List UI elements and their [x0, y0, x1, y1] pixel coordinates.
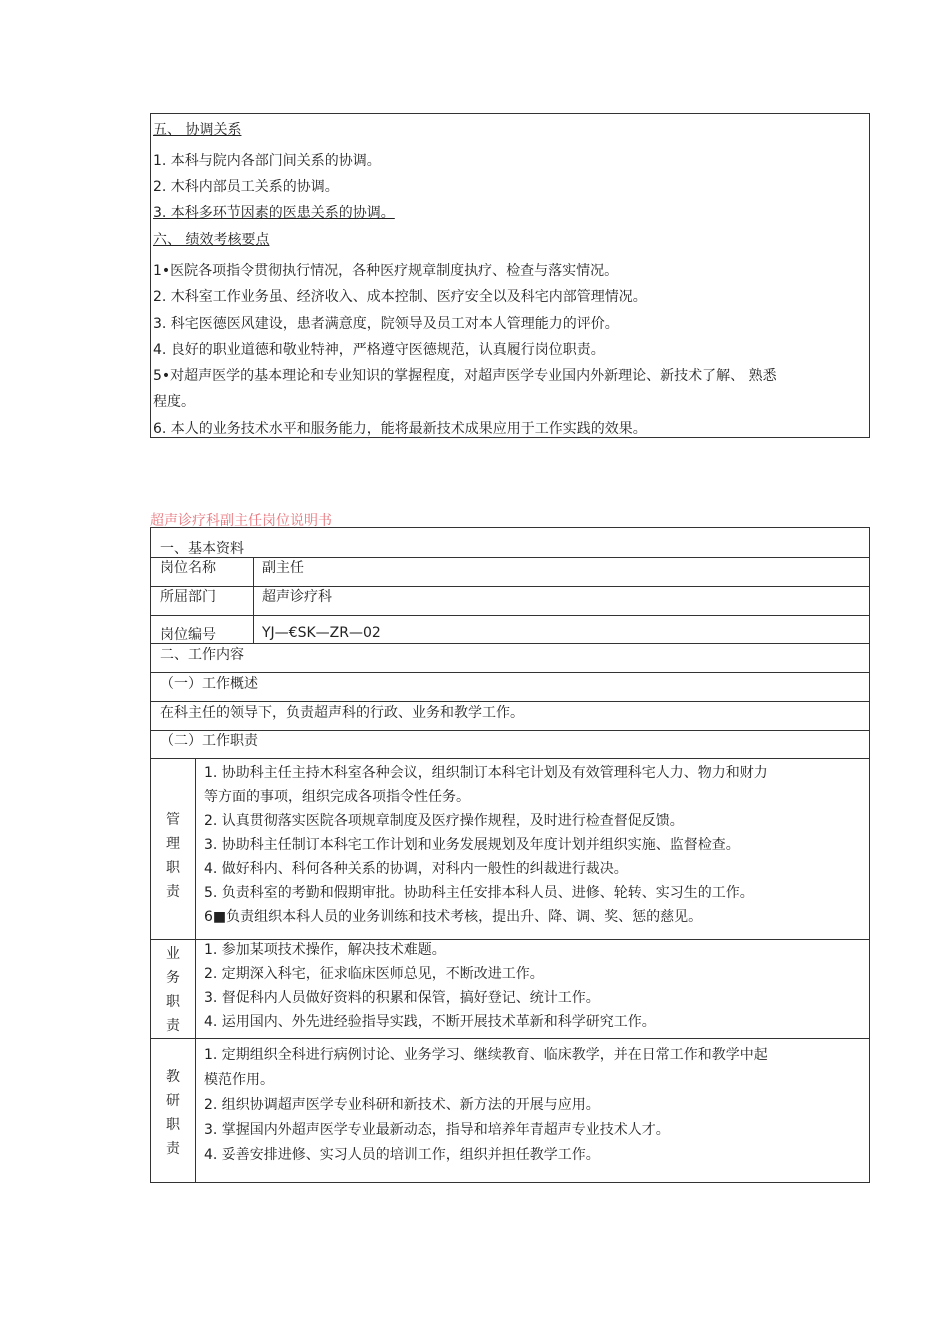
- table-divider: [151, 758, 869, 759]
- duty-item: 1. 协助科主任主持木科室各种会议，组织制订本科宅计划及有效管理科宅人力、物力和财力: [204, 765, 768, 781]
- job-description-table: [150, 527, 870, 1183]
- duty-item: 6■负责组织本科人员的业务训练和技术考核，提出升、降、调、奖、惩的慈见。: [204, 909, 703, 925]
- duty-item: 4. 做好科内、科何各种关系的协调，对科内一般性的纠裁进行裁决。: [204, 861, 628, 877]
- duty-group-label-management: 管 理 职 责: [166, 812, 180, 900]
- duty-item: 2. 定期深入科宅，征求临床医师总见，不断改进工作。: [204, 966, 544, 982]
- list-item: 6. 本人的业务技术水平和服务能力，能将最新技术成果应用于工作实践的效果。: [153, 421, 647, 437]
- document-title: 超声诊疗科副主任岗位说明书: [150, 513, 332, 529]
- table-divider: [151, 672, 869, 673]
- duty-item: 3. 掌握国内外超声医学专业最新动态，指导和培养年青超声专业技术人才。: [204, 1122, 670, 1138]
- table-divider: [151, 586, 869, 587]
- table-divider: [151, 1038, 869, 1039]
- table-divider: [151, 615, 869, 616]
- field-label-position-code: 岗位编号: [160, 627, 216, 643]
- field-value-department: 超声诊疗科: [262, 589, 332, 605]
- duty-group-label-business: 业 务 职 责: [166, 946, 180, 1034]
- basic-info-heading: 一、基本资料: [160, 541, 244, 557]
- field-value-position-name: 副主任: [262, 560, 304, 576]
- duty-item: 1. 参加某项技术操作，解决技术难题。: [204, 942, 446, 958]
- duty-item: 2. 认真贯彻落实医院各项规章制度及医疗操作规程，及时进行检查督促反馈。: [204, 813, 684, 829]
- field-label-position-name: 岗位名称: [160, 560, 216, 576]
- table-divider: [151, 557, 869, 558]
- duties-heading: （二）工作职责: [160, 733, 258, 749]
- table-divider: [253, 557, 254, 644]
- overview-heading: （一）工作概述: [160, 676, 258, 692]
- duty-item: 5. 负责科室的考勤和假期审批。协助科主任安排本科人员、进修、轮转、实习生的工作。: [204, 885, 754, 901]
- table-divider: [151, 730, 869, 731]
- section-heading-coordination: 五、 协调关系: [153, 122, 242, 138]
- list-item: 程度。: [153, 394, 195, 410]
- list-item: 3. 科宅医德医风建设，患者满意度，院领导及员工对本人管理能力的评价。: [153, 316, 619, 332]
- table-divider: [151, 701, 869, 702]
- list-item: 5•对超声医学的基本理论和专业知识的掌握程度，对超声医学专业国内外新理论、新技术了解、 熟悉: [153, 368, 777, 384]
- list-item: 2. 木科室工作业务虽、经济收入、成本控制、医疗安全以及科宅内部管理情况。: [153, 289, 647, 305]
- duty-item: 3. 督促科内人员做好资料的积累和保管，搞好登记、统计工作。: [204, 990, 600, 1006]
- duty-item: 2. 组织协调超声医学专业科研和新技术、新方法的开展与应用。: [204, 1097, 600, 1113]
- list-item: 1•医院各项指令贯彻执行情况，各种医疗规章制度执疗、检查与落实情况。: [153, 263, 619, 279]
- coordination-performance-box: [150, 113, 870, 438]
- duty-item: 等方面的事项，组织完成各项指令性任务。: [204, 789, 470, 805]
- list-item: 2. 木科内部员工关系的协调。: [153, 179, 339, 195]
- duty-item: 模范作用。: [204, 1072, 274, 1088]
- duty-item: 4. 妥善安排进修、实习人员的培训工作，组织并担任教学工作。: [204, 1147, 600, 1163]
- table-divider: [195, 758, 196, 1182]
- duty-item: 3. 协助科主任制订本科宅工作计划和业务发展规划及年度计划并组织实施、监督检查。: [204, 837, 740, 853]
- field-value-position-code: YJ—€SK—ZR—02: [262, 625, 381, 641]
- list-item: 3. 本科多环节因素的医患关系的协调。: [153, 205, 395, 221]
- overview-text: 在科主任的领导下，负责超声科的行政、业务和教学工作。: [160, 705, 524, 721]
- table-divider: [151, 643, 869, 644]
- work-content-heading: 二、工作内容: [160, 647, 244, 663]
- duty-group-label-teaching-research: 教 研 职 责: [166, 1069, 180, 1157]
- field-label-department: 所屈部门: [160, 589, 216, 605]
- list-item: 1. 本科与院内各部门间关系的协调。: [153, 153, 381, 169]
- duty-item: 4. 运用国内、外先进经验指导实践，不断开展技术革新和科学研究工作。: [204, 1014, 656, 1030]
- section-heading-performance: 六、 绩效考核要点: [153, 232, 270, 248]
- duty-item: 1. 定期组织全科进行病例讨论、业务学习、继续教育、临床教学，并在日常工作和教学中起: [204, 1047, 768, 1063]
- list-item: 4. 良好的职业道德和敬业特神，严格遵守医德规范，认真履行岗位职责。: [153, 342, 605, 358]
